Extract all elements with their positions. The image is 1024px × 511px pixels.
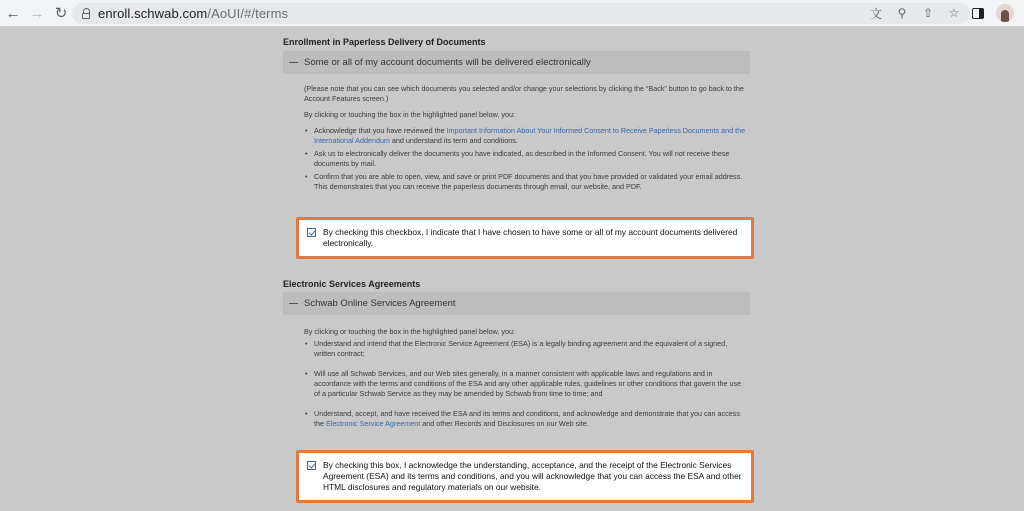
- esa-panel-label: Schwab Online Services Agreement: [304, 298, 456, 309]
- reload-icon[interactable]: ↻: [54, 5, 68, 22]
- esa-consent-text: By checking this box, I acknowledge the understanding, acceptance, and the receipt of the Electronic Services Agreement (ESA) and its terms and conditions, and you will acknowledge that you can access the ESA and other HTML disclosures and regulatory materials on our website.: [323, 460, 742, 492]
- paperless-intro: By clicking or touching the box in the highlighted panel below, you:: [304, 110, 515, 119]
- collapse-dash-icon: [289, 62, 298, 63]
- paperless-note: (Please note that you can see which documents you selected and/or change your selections by clicking the “Back” button to go back to the Account Features screen.): [304, 84, 744, 103]
- bullet-text: and understand its term and conditions.: [389, 136, 518, 145]
- list-item: • Will use all Schwab Services, and our Web sites generally, in a manner consistent with applicable laws and regulations and in accordance with the terms and conditions of the ESA and any other applicable rules, guidelines or other conditions that govern the use of a particular Schwab Service as they may be amended by Schwab from time to time; and: [304, 369, 748, 399]
- url-host: enroll.schwab.com: [98, 6, 208, 21]
- lock-icon[interactable]: [82, 13, 90, 19]
- list-item: [304, 409, 748, 429]
- bookmark-star-icon[interactable]: ☆: [948, 6, 960, 20]
- esa-intro: By clicking or touching the box in the highlighted panel below, you:: [304, 327, 515, 336]
- informed-consent-link[interactable]: Important Information About Your Informed Consent to Receive Paperless Documents and the International Addendum: [314, 126, 746, 145]
- browser-toolbar: [0, 0, 1024, 27]
- list-item: • Confirm that you are able to open, view, and save or print PDF documents and that you have provided or validated your email address. This demonstrates that you can receive the paperless documents through email, our website, and PDF.: [304, 172, 748, 192]
- paperless-consent-panel[interactable]: [296, 217, 754, 259]
- esa-body: [304, 327, 748, 432]
- share-icon[interactable]: ⇧: [922, 6, 934, 20]
- forward-arrow-icon[interactable]: →: [29, 4, 45, 22]
- esa-panel-header[interactable]: [283, 292, 750, 315]
- bullet-text: and other Records and Disclosures on our Web site.: [420, 419, 589, 428]
- list-item: [304, 126, 748, 146]
- esa-consent-panel[interactable]: [296, 450, 754, 503]
- url-path: /AoUI/#/terms: [207, 6, 289, 21]
- paperless-consent-checkbox[interactable]: [307, 228, 316, 237]
- esa-consent-checkbox[interactable]: [307, 461, 316, 470]
- paperless-panel-label: Some or all of my account documents will be delivered electronically: [304, 57, 591, 68]
- paperless-list: [304, 126, 748, 192]
- esa-list: [304, 339, 748, 429]
- paperless-section-title: Enrollment in Paperless Delivery of Documents: [283, 37, 486, 47]
- translate-icon[interactable]: 文: [869, 6, 882, 21]
- zoom-icon[interactable]: ⚲: [897, 6, 907, 20]
- esa-section-title: Electronic Services Agreements: [283, 279, 421, 289]
- side-panel-icon[interactable]: [972, 8, 984, 19]
- bullet-text: Understand, accept, and have received the ESA and its terms and conditions, and acknowledge and demonstrate that you can access the: [314, 409, 740, 428]
- url-text[interactable]: [98, 6, 288, 21]
- paperless-consent-text: By checking this checkbox, I indicate that I have chosen to have some or all of my account documents delivered electronically.: [323, 227, 738, 248]
- list-item: • Ask us to electronically deliver the documents you have indicated, as described in the Informed Consent. You will not receive these documents by mail.: [304, 149, 748, 169]
- address-bar[interactable]: [72, 3, 970, 24]
- profile-avatar[interactable]: [996, 4, 1014, 22]
- paperless-panel-header[interactable]: [283, 51, 750, 74]
- bullet-text: Acknowledge that you have reviewed the: [314, 126, 447, 135]
- collapse-dash-icon: [289, 303, 298, 304]
- paperless-body: [304, 84, 748, 195]
- esa-link[interactable]: Electronic Service Agreement: [326, 419, 421, 428]
- back-arrow-icon[interactable]: ←: [5, 4, 21, 22]
- list-item: • Understand and intend that the Electronic Service Agreement (ESA) is a legally binding agreement and the equivalent of a signed, written contract;: [304, 339, 748, 359]
